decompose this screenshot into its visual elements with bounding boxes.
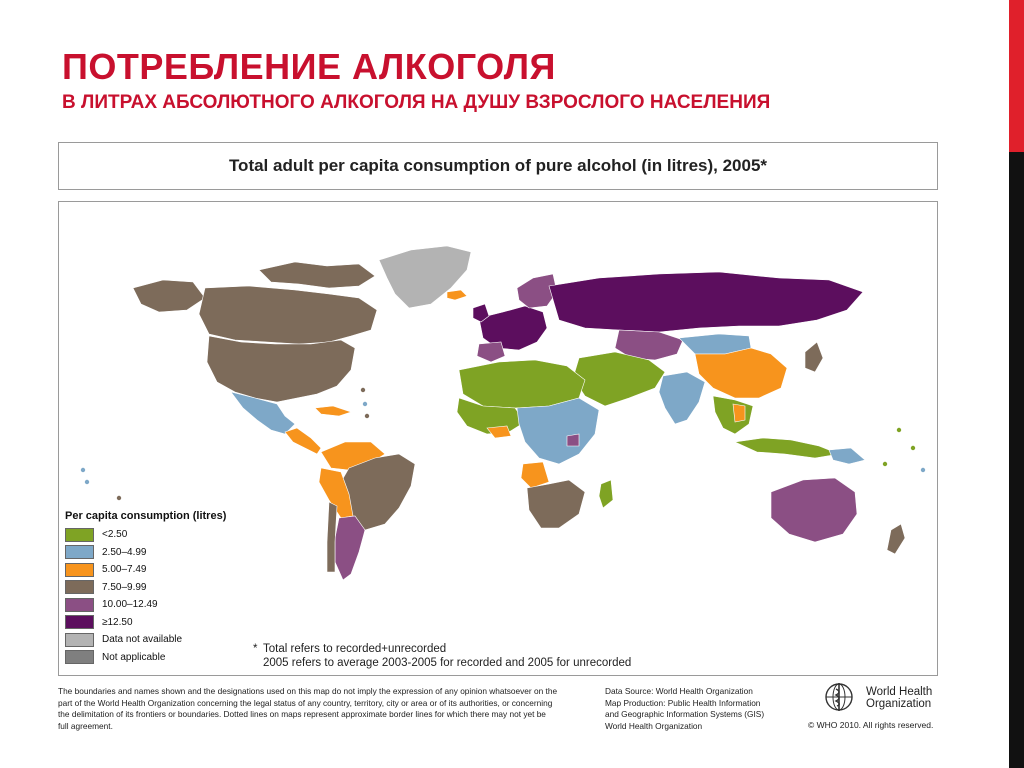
map-region-new-zealand [887,524,905,554]
map-region-australia [771,478,857,542]
map-region-canada [199,286,377,344]
map-island-pacific-1 [81,468,85,472]
map-island-caribbean-2 [363,402,367,406]
map-region-usa [207,336,355,402]
legend-item [65,561,305,579]
map-region-alaska [133,280,205,312]
legend-swatch [65,598,94,612]
data-source [605,686,805,732]
legend-swatch [65,580,94,594]
who-name [866,686,946,710]
map-region-central-africa [517,398,599,464]
legend-label: Data not available [102,634,183,646]
map-region-middle-east [573,352,665,406]
map-region-argentina [335,516,365,580]
slide-subtitle: В ЛИТРАХ АБСОЛЮТНОГО АЛКОГОЛЯ НА ДУШУ ВЗРОСЛОГО НАСЕЛЕНИЯ [62,92,771,113]
map-region-southeast-asia [713,396,753,434]
footnote-text-1: Total refers to recorded+unrecorded [263,643,447,655]
legend-item [65,544,305,562]
map-region-new-guinea [829,448,865,464]
map-region-china [695,348,787,398]
map-region-angola [521,462,549,488]
map-island-caribbean-1 [361,388,365,392]
source-line-1: Data Source: World Health Organization [605,686,753,696]
map-island-pacific-2 [85,480,89,484]
slide-edge-accent-black [1009,152,1024,768]
legend-item [65,526,305,544]
slide-title: ПОТРЕБЛЕНИЕ АЛКОГОЛЯ [62,46,556,87]
who-name-line-2: Organization [866,698,932,710]
map-island-pacific-5 [911,446,915,450]
legend-label: <2.50 [102,529,128,541]
map-region-india [659,372,705,424]
who-name-line-1: World Health [866,686,933,698]
legend-label: 2.50–4.99 [102,546,147,558]
legend-swatch [65,528,94,542]
map-island-pacific-7 [921,468,925,472]
source-line-3: and Geographic Information Systems (GIS) [605,709,765,719]
legend-swatch [65,650,94,664]
map-region-russia [549,272,863,332]
map-footnote [253,642,631,670]
legend-label: Not applicable [102,651,166,663]
map-island-caribbean-3 [365,414,369,418]
source-line-4: World Health Organization [605,720,703,731]
legend-title: Per capita consumption (litres) [65,510,227,522]
legend-item [65,579,305,597]
legend-swatch [65,615,94,629]
map-island-pacific-4 [897,428,901,432]
map-region-arctic-islands [259,262,375,288]
map-region-central-america [285,428,321,454]
legend-item [65,596,305,614]
map-region-thailand [733,404,745,422]
legend-label: 7.50–9.99 [102,581,147,593]
legend-label: ≥12.50 [102,616,133,628]
footnote-marker: * [253,643,258,655]
who-emblem-icon [822,680,856,714]
map-region-japan [805,342,823,372]
map-region-gulf-of-guinea [487,426,511,438]
map-caption: Total adult per capita consumption of pure alcohol (in litres), 2005* [228,156,768,175]
map-region-southern-africa [527,480,585,528]
map-region-iceland [447,290,467,300]
footnote-text-2: 2005 refers to average 2003-2005 for recorded and 2005 for unrecorded [263,657,632,669]
map-disclaimer: The boundaries and names shown and the designations used on this map do not imply the expression of any opinion whatsoever on the part of the World Health Organization concerning the legal status of any country, territory, city or area or of its authorities, or concerning the delimitation of its frontiers or boundaries. Dotted lines on maps represent approximate border lines for which there may not yet be full agreement. [58,686,558,731]
legend-label: 5.00–7.49 [102,564,147,576]
map-region-caribbean [315,406,351,416]
legend-swatch [65,545,94,559]
map-island-pacific-6 [883,462,887,466]
legend-label: 10.00–12.49 [102,599,158,611]
footnote-line-1 [253,642,631,656]
map-caption-box [58,142,938,190]
map-island-pacific-3 [117,496,121,500]
map-region-indonesia [735,438,839,458]
slide-edge-accent-red [1009,0,1024,152]
source-line-2: Map Production: Public Health Information [605,697,761,708]
map-region-uganda [567,434,579,446]
map-frame [58,201,938,676]
map-region-north-africa [459,360,585,408]
map-region-iberia [477,342,505,362]
copyright: © WHO 2010. All rights reserved. [808,720,934,730]
legend-item [65,614,305,632]
legend-swatch [65,633,94,647]
who-logo [822,680,942,716]
map-region-madagascar [599,480,613,508]
legend-swatch [65,563,94,577]
